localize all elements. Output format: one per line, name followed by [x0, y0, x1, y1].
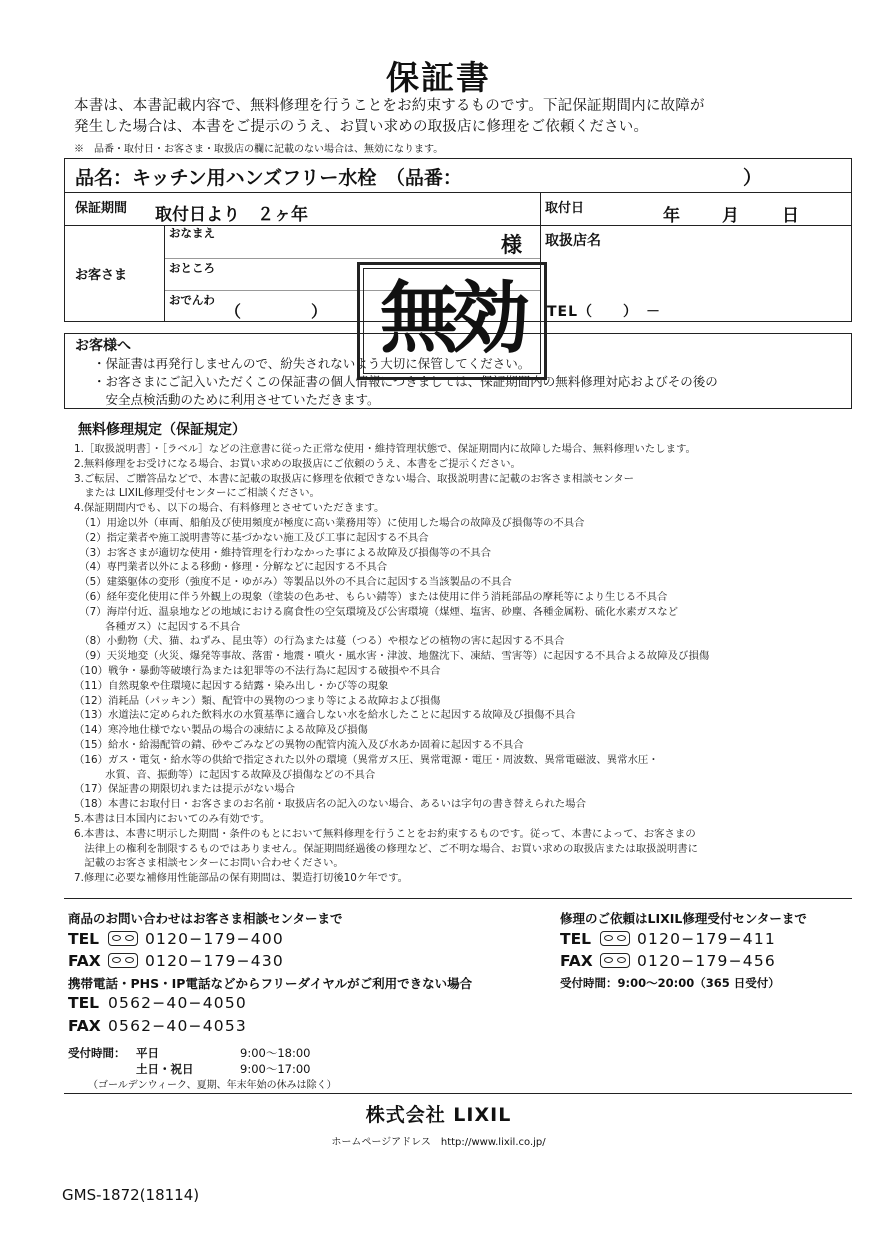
- rule-line: （5）建築躯体の変形（強度不足・ゆがみ）等製品以外の不具合に起因する当該製品の不具合: [74, 576, 512, 589]
- invalid-stamp: [357, 262, 547, 380]
- name-label: おなまえ: [169, 226, 215, 240]
- rules-list: [74, 442, 864, 886]
- rules-heading: 無料修理規定（保証規定）: [78, 422, 246, 438]
- rule-line: または LIXIL修理受付センターにご相談ください。: [74, 487, 320, 500]
- repair-tel-number: 0120−179−411: [637, 930, 776, 948]
- rule-line: 水質、音、振動等）に起因する故障及び損傷などの不具合: [74, 768, 376, 781]
- rule-line: （6）経年変化使用に伴う外観上の現象（塗装の色あせ、もらい錆等）または使用に伴う消耗部品の摩耗等により生じる不具合: [74, 590, 668, 603]
- mobile-fax-number: 0562−40−4053: [108, 1017, 247, 1035]
- rule-line: （15）給水・給湯配管の錆、砂やごみなどの異物の配管内流入及び水あか固着に起因する不具合: [74, 738, 524, 751]
- fax-label: FAX: [68, 1017, 101, 1035]
- rule-line: （16）ガス・電気・給水等の供給で指定された以外の環境（異常ガス圧、異常電源・電圧・周波数、異常電磁波、異常水圧・: [74, 753, 659, 766]
- page-title: 保証書: [386, 58, 491, 97]
- tel-label: TEL: [68, 930, 100, 948]
- intro-line: 発生した場合は、本書をご提示のうえ、お買い求めの取扱店に修理をご依頼ください。: [74, 119, 649, 135]
- rule-line: （2）指定業者や施工説明書等に基づかない施工及び工事に起因する不具合: [74, 531, 429, 544]
- address-label: おところ: [169, 261, 215, 275]
- date-month: 月: [722, 206, 739, 226]
- rule-line: （9）天災地変（火災、爆発等事故、落雷・地震・噴火・風水害・津波、地盤沈下、凍結、雪害等）に起因する不具合よる故障及び損傷: [74, 650, 710, 663]
- product-name: 品名：キッチン用ハンズフリー水栓 （品番：: [75, 167, 462, 189]
- rule-line: 1.［取扱説明書］・［ラベル］などの注意書に従った正常な使用・維持管理状態で、保証期間内に故障した場合、無料修理いたします。: [74, 443, 696, 455]
- rule-line: （10）戦争・暴動等破壊行為または犯罪等の不法行為に起因する破損や不具合: [74, 664, 441, 677]
- consult-fax: [68, 952, 284, 970]
- rule-line: 4.保証期間内でも、以下の場合、有料修理とさせていただきます。: [74, 502, 385, 515]
- phone-label: おでんわ: [169, 293, 215, 307]
- freedial-icon: [600, 953, 630, 968]
- rule-line: 2.無料修理をお受けになる場合、お買い求めの取扱店にご依頼のうえ、本書をご提示ください。: [74, 457, 521, 470]
- rule-line: （7）海岸付近、温泉地などの地域における腐食性の空気環境及び公害環境（煤煙、塩害、砂塵、各種金属粉、硫化水素ガスなど: [74, 605, 679, 618]
- contact-section: [64, 898, 852, 1094]
- repair-fax-number: 0120−179−456: [637, 952, 776, 970]
- dealer-label: 取扱店名: [545, 233, 601, 249]
- warranty-value: 取付日より ２ヶ年: [155, 205, 308, 225]
- rule-line: （11）自然現象や住環境に起因する結露・染み出し・かび等の現象: [74, 679, 389, 692]
- product-close: ）: [743, 167, 763, 189]
- invalid-stamp-text: 無効: [379, 274, 524, 364]
- repair-hours: 受付時間：9:00〜20:00（365 日受付）: [560, 976, 780, 990]
- repair-fax: [560, 952, 776, 970]
- tel-label: TEL: [560, 930, 592, 948]
- phone-close: ）: [311, 302, 328, 321]
- rule-line: （1）用途以外（車両、船舶及び使用頻度が極度に高い業務用等）に使用した場合の故障及び損傷等の不具合: [74, 516, 585, 529]
- date-day: 日: [782, 206, 799, 226]
- consult-fax-number: 0120−179−430: [145, 952, 284, 970]
- fax-label: FAX: [68, 952, 101, 970]
- rule-line: （12）消耗品（パッキン）類、配管中の異物のつまり等による故障および損傷: [74, 694, 441, 707]
- freedial-icon: [108, 931, 138, 946]
- hours-weekday-time: 9:00〜18:00: [240, 1046, 311, 1060]
- hours-weekend-time: 9:00〜17:00: [240, 1062, 311, 1076]
- rule-line: 5.本書は日本国内においてのみ有効です。: [74, 812, 271, 825]
- phone-open: （: [225, 302, 242, 321]
- note-text: ※ 品番・取付日・お客さま・取扱店の欄に記載のない場合は、無効になります。: [74, 144, 444, 155]
- customer-notice-line: ・保証書は再発行しませんので、紛失されないよう大切に保管してください。: [93, 356, 531, 371]
- mobile-fax: [68, 1017, 247, 1035]
- fax-label: FAX: [560, 952, 593, 970]
- hours-note: （ゴールデンウィーク、夏期、年末年始の休みは除く）: [88, 1080, 337, 1091]
- company-name: 株式会社 LIXIL: [365, 1104, 512, 1126]
- sama-text: 様: [501, 233, 522, 257]
- rule-line: （18）本書にお取付日・お客さまのお名前・取扱店名の記入のない場合、あるいは字句の書き替えられた場合: [74, 798, 586, 811]
- freedial-icon: [600, 931, 630, 946]
- rule-line: （13）水道法に定められた飲料水の水質基準に適合しない水を給水したことに起因する故障及び損傷不具合: [74, 709, 576, 722]
- repair-heading: 修理のご依頼はLIXIL修理受付センターまで: [560, 911, 807, 926]
- rule-line: 各種ガス）に起因する不具合: [74, 620, 241, 633]
- mobile-tel: [68, 994, 247, 1012]
- intro-text: [74, 96, 834, 138]
- document-code: GMS-1872(18114): [62, 1186, 200, 1204]
- date-year: 年: [663, 206, 680, 226]
- customer-notice-heading: お客様へ: [75, 338, 131, 354]
- rule-line: 記載のお客さま相談センターにお問い合わせください。: [74, 857, 344, 870]
- rule-line: （4）専門業者以外による移動・修理・分解などに起因する不具合: [74, 561, 388, 574]
- hours-weekday: 平日: [136, 1046, 159, 1060]
- mobile-heading: 携帯電話・PHS・IP電話などからフリーダイヤルがご利用できない場合: [68, 976, 473, 991]
- rule-line: 6.本書は、本書に明示した期間・条件のもとにおいて無料修理を行うことをお約束するものです。従って、本書によって、お客さまの: [74, 827, 696, 840]
- consult-tel: [68, 930, 284, 948]
- customer-notice-line: ・お客さまにご記入いただくこの保証書の個人情報につきましては、保証期間内の無料修理対応およびその後の: [93, 374, 718, 389]
- repair-tel: [560, 930, 776, 948]
- mobile-tel-number: 0562−40−4050: [108, 994, 247, 1012]
- rule-line: （14）寒冷地仕様でない製品の場合の凍結による故障及び損傷: [74, 724, 368, 737]
- customer-notice-line: 安全点検活動のために利用させていただきます。: [93, 392, 380, 407]
- rule-line: （8）小動物（犬、猫、ねずみ、昆虫等）の行為または蔓（つる）や根などの植物の害に起因する不具合: [74, 635, 565, 648]
- tel-label: TEL: [68, 994, 100, 1012]
- dealer-tel: TEL（ ） －: [547, 304, 662, 320]
- rule-line: 7.修理に必要な補修用性能部品の保有期間は、製造打切後10ケ年です。: [74, 872, 409, 885]
- rule-line: （17）保証書の期限切れまたは提示がない場合: [74, 783, 296, 796]
- hours-label: 受付時間：: [68, 1046, 126, 1060]
- consult-tel-number: 0120−179−400: [145, 930, 284, 948]
- install-date-label: 取付日: [545, 201, 585, 216]
- rule-line: 3.ご転居、ご贈答品などで、本書に記載の取扱店に修理を依頼できない場合、取扱説明書に記載のお客さま相談センター: [74, 472, 634, 485]
- freedial-icon: [108, 953, 138, 968]
- consult-heading: 商品のお問い合わせはお客さま相談センターまで: [68, 911, 343, 926]
- customer-label: お客さま: [75, 268, 128, 283]
- intro-line: 本書は、本書記載内容で、無料修理を行うことをお約束するものです。下記保証期間内に故障が: [74, 98, 705, 114]
- rule-line: （3）お客さまが適切な使用・維持管理を行わなかった事による故障及び損傷等の不具合: [74, 546, 492, 559]
- hours-weekend: 土日・祝日: [136, 1062, 194, 1076]
- warranty-label: 保証期間: [75, 201, 128, 216]
- rule-line: 法律上の権利を制限するものではありません。保証期間経過後の修理など、ご不明な場合、お買い求めの取扱店または取扱説明書に: [74, 842, 699, 855]
- homepage-address: ホームページアドレス http://www.lixil.co.jp/: [331, 1137, 546, 1148]
